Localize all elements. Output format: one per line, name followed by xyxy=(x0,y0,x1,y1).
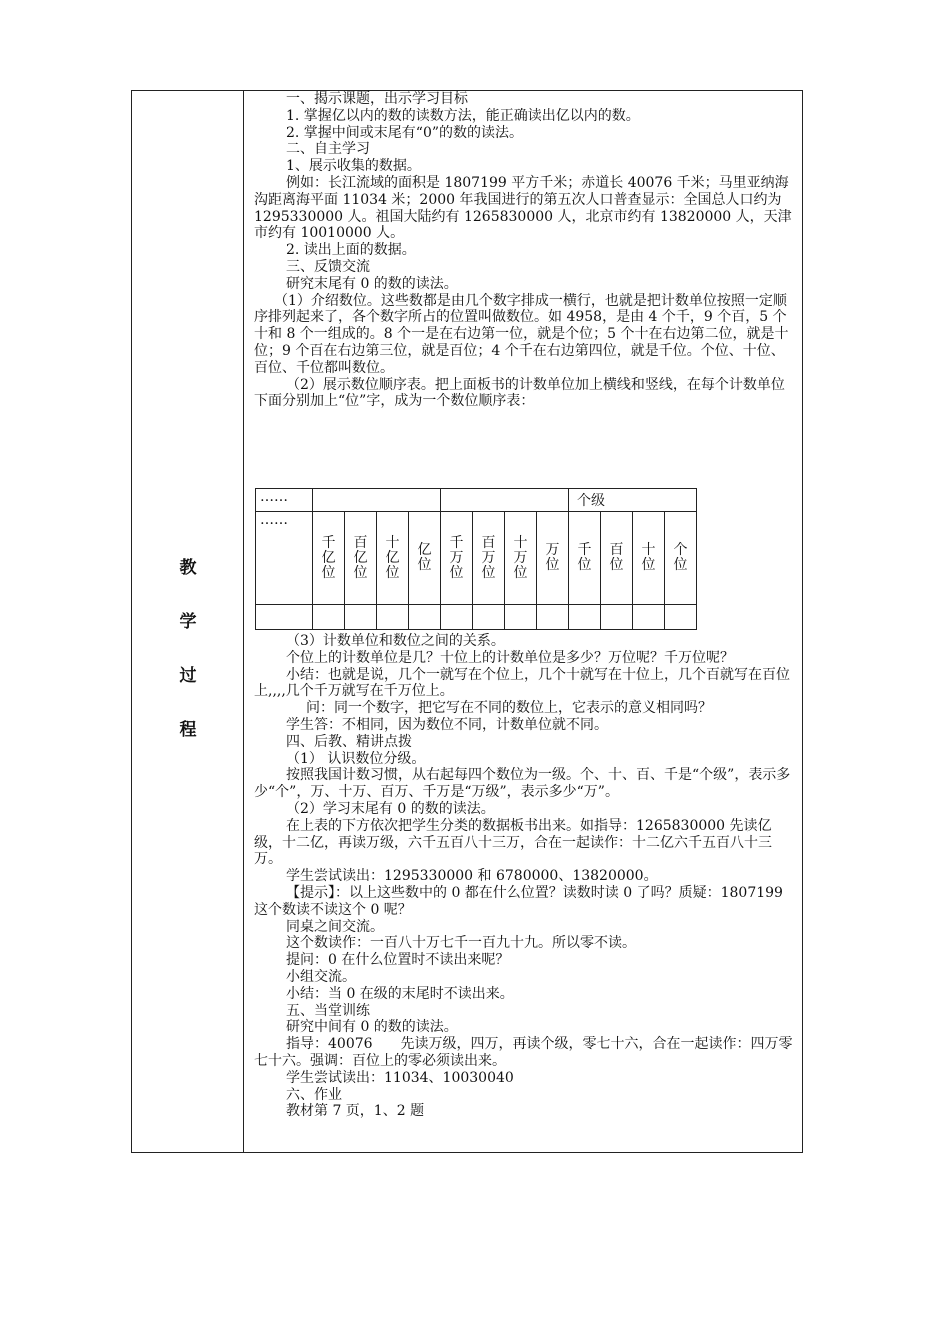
place-value-label: 亿位 xyxy=(417,542,432,573)
place-value-column xyxy=(409,512,441,605)
place-value-column xyxy=(665,512,697,605)
table-header-empty xyxy=(313,489,441,512)
place-value-column xyxy=(601,512,633,605)
place-value-column xyxy=(377,512,409,605)
text-line: 五、当堂训练 xyxy=(286,1002,370,1019)
side-label-char: 教 xyxy=(179,558,197,578)
table-empty-cell xyxy=(505,605,537,630)
text-line: 二、自主学习 xyxy=(286,141,370,158)
place-value-label: 十位 xyxy=(641,542,656,573)
text-line: 学生尝试读出：1295330000 和 6780000、13820000。 xyxy=(286,868,658,885)
place-value-label: 百位 xyxy=(609,542,624,573)
table-empty-cell xyxy=(345,605,377,630)
text-line: 例如：长江流域的面积是 1807199 平方千米；赤道长 40076 千米；马里亚纳海沟距离海平面 11034 米；2000 年我国进行的第五次人口普查显示：全国总人口约为 1295330000 人。祖国大陆约有 1265830000 人，北京市约有 13820000 人，天津市约有 10010000 人。 xyxy=(254,174,792,242)
text-line: （1） 认识数位分级。 xyxy=(286,750,426,767)
text-line: （3）计数单位和数位之间的关系。 xyxy=(286,633,505,649)
place-value-column xyxy=(505,512,537,605)
text-line: 个位上的计数单位是几？十位上的计数单位是多少？万位呢？千万位呢？ xyxy=(286,649,734,666)
table-empty-cell xyxy=(441,605,473,630)
table-empty-cell xyxy=(313,605,345,630)
text-line: （1）介绍数位。这些数都是由几个数字排成一横行，也就是把计数单位按照一定顺序排列起来了，各个数字所占的位置叫做数位。如 4958，是由 4 个千，9 个百，5 个十和 8 个一组成的。8 个一是在右边第一位，就是个位；5 个十在右边第二位，就是十位；9 个百在右边第三位，就是百位；4 个千在右边第四位，就是千位。个位、十位、百位、千位都叫数位。 xyxy=(254,292,789,376)
text-line: 这个数读作：一百八十万七千一百九十九。所以零不读。 xyxy=(286,935,636,952)
text-line: 2. 掌握中间或末尾有“0”的数的读法。 xyxy=(286,124,524,141)
side-label-char: 学 xyxy=(179,612,197,632)
table-empty-cell xyxy=(473,605,505,630)
text-line: 在上表的下方依次把学生分类的数据板书出来。如指导：1265830000 先读亿级，十二亿，再读万级，六千五百八十三万，合在一起读作：十二亿六千五百八十三万。 xyxy=(254,817,772,868)
text-line: 问：同一个数字，把它写在不同的数位上，它表示的意义相同吗？ xyxy=(306,700,712,717)
table-empty-cell xyxy=(256,605,313,630)
place-value-column xyxy=(633,512,665,605)
table-group-label: 个级 xyxy=(569,489,697,512)
place-value-label: 百亿位 xyxy=(353,534,368,581)
place-value-label: 万位 xyxy=(545,542,560,573)
table-header-empty xyxy=(441,489,569,512)
text-line: 小结：当 0 在级的末尾时不读出来。 xyxy=(286,985,514,1002)
table-empty-cell xyxy=(409,605,441,630)
place-value-label: 千亿位 xyxy=(321,534,336,581)
table-dots-cell: …… xyxy=(256,489,313,512)
text-line: （2）展示数位顺序表。把上面板书的计数单位加上横线和竖线，在每个计数单位下面分别加上“位”字，成为一个数位顺序表： xyxy=(254,376,785,410)
lesson-content-top xyxy=(254,91,798,410)
text-line: 1. 掌握亿以内的数的读数方法，能正确读出亿以内的数。 xyxy=(286,107,640,124)
text-line: 学生答：不相同，因为数位不同，计数单位就不同。 xyxy=(286,716,608,733)
table-empty-cell xyxy=(377,605,409,630)
text-line: 【提示】：以上这些数中的 0 都在什么位置？读数时读 0 了吗？质疑：1807199 这个数读不读这个 0 呢？ xyxy=(254,884,783,918)
place-value-column xyxy=(345,512,377,605)
column-divider xyxy=(243,90,244,1153)
text-line: 按照我国计数习惯，从右起每四个数位为一级。个、十、百、千是“个级”，表示多少“个”，万、十万、百万、千万是“万级”，表示多少“万”。 xyxy=(254,767,791,801)
place-value-column xyxy=(313,512,345,605)
place-value-label: 十亿位 xyxy=(385,534,400,581)
place-value-table xyxy=(255,488,697,630)
place-value-label: 千万位 xyxy=(449,534,464,581)
text-line: （2）学习末尾有 0 的数的读法。 xyxy=(286,800,495,817)
lesson-content-bottom xyxy=(254,633,798,1120)
place-value-label: 个位 xyxy=(673,542,688,573)
table-empty-cell xyxy=(537,605,569,630)
place-value-column xyxy=(537,512,569,605)
text-line: 研究中间有 0 的数的读法。 xyxy=(286,1019,458,1036)
table-empty-cell xyxy=(633,605,665,630)
place-value-column xyxy=(569,512,601,605)
text-line: 六、作业 xyxy=(286,1086,342,1103)
side-label xyxy=(176,560,200,776)
text-line: 提问：0 在什么位置时不读出来呢？ xyxy=(286,952,510,969)
text-line: 教材第 7 页，1、2 题 xyxy=(286,1103,425,1120)
text-line: 四、后教、精讲点拨 xyxy=(286,733,412,750)
place-value-label: 十万位 xyxy=(513,534,528,581)
text-line: 指导：40076 先读万级，四万，再读个级，零七十六，合在一起读作：四万零七十六。强调：百位上的零必须读出来。 xyxy=(254,1036,793,1069)
side-label-char: 过 xyxy=(179,666,197,686)
place-value-label: 千位 xyxy=(577,542,592,573)
text-line: 2. 读出上面的数据。 xyxy=(286,242,416,259)
text-line: 同桌之间交流。 xyxy=(286,918,384,935)
text-line: 小结：也就是说，几个一就写在个位上，几个十就写在十位上，几个百就写在百位上,,,,几个千万就写在千万位上。 xyxy=(254,666,790,700)
table-empty-cell xyxy=(569,605,601,630)
text-line: 研究末尾有 0 的数的读法。 xyxy=(286,275,458,292)
text-line: 1、展示收集的数据。 xyxy=(286,158,421,175)
text-line: 三、反馈交流 xyxy=(286,258,370,275)
table-empty-cell xyxy=(665,605,697,630)
table-empty-cell xyxy=(601,605,633,630)
text-line: 小组交流。 xyxy=(286,968,356,985)
side-label-char: 程 xyxy=(179,720,197,740)
text-line: 学生尝试读出：11034、10030040 xyxy=(286,1069,514,1086)
table-dots-cell: …… xyxy=(256,512,313,605)
place-value-column xyxy=(441,512,473,605)
place-value-column xyxy=(473,512,505,605)
place-value-label: 百万位 xyxy=(481,534,496,581)
text-line: 一、揭示课题，出示学习目标 xyxy=(286,91,468,107)
